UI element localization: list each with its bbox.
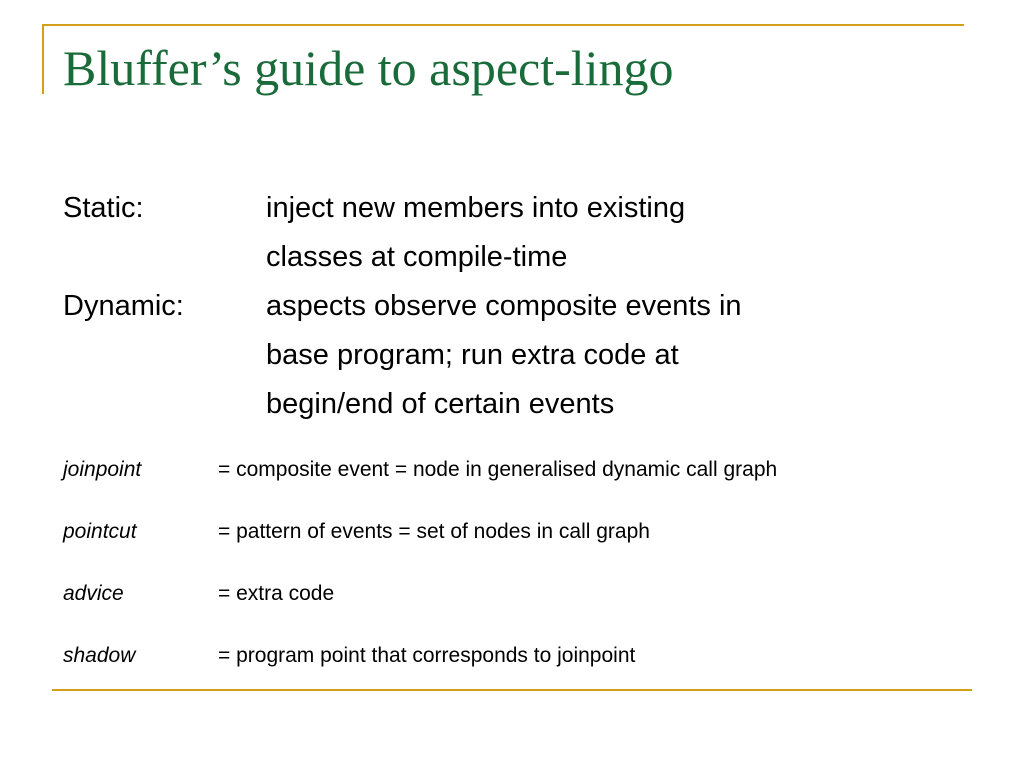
glossary-row-shadow: [63, 641, 963, 703]
glossary-description: = composite event = node in generalised dynamic call graph: [218, 458, 778, 481]
definition-line: classes at compile-time: [266, 241, 568, 273]
definition-line: inject new members into existing: [266, 192, 686, 224]
definition-static: [63, 184, 963, 282]
definitions-block: [63, 184, 963, 429]
definition-term: Dynamic:: [63, 290, 184, 322]
definition-dynamic: [63, 282, 963, 429]
glossary-description: = program point that corresponds to joinpoint: [218, 644, 636, 667]
definition-line: begin/end of certain events: [266, 388, 615, 420]
glossary-term: shadow: [63, 644, 136, 667]
glossary-term: joinpoint: [63, 458, 142, 481]
glossary-description: = pattern of events = set of nodes in call graph: [218, 520, 650, 543]
glossary-row-pointcut: [63, 517, 963, 579]
top-rule: [42, 24, 964, 26]
definition-term: Static:: [63, 192, 144, 224]
left-accent-rule: [42, 24, 44, 94]
glossary-term: pointcut: [63, 520, 137, 543]
bottom-rule: [52, 689, 972, 691]
glossary-term: advice: [63, 582, 124, 605]
definition-line: base program; run extra code at: [266, 339, 679, 371]
definition-line: aspects observe composite events in: [266, 290, 742, 322]
slide-title: Bluffer’s guide to aspect-lingo: [63, 40, 674, 96]
definition-description: [266, 184, 963, 282]
glossary-block: [63, 455, 963, 703]
glossary-row-joinpoint: [63, 455, 963, 517]
glossary-description: = extra code: [218, 582, 335, 605]
definition-description: [266, 282, 963, 429]
glossary-row-advice: [63, 579, 963, 641]
